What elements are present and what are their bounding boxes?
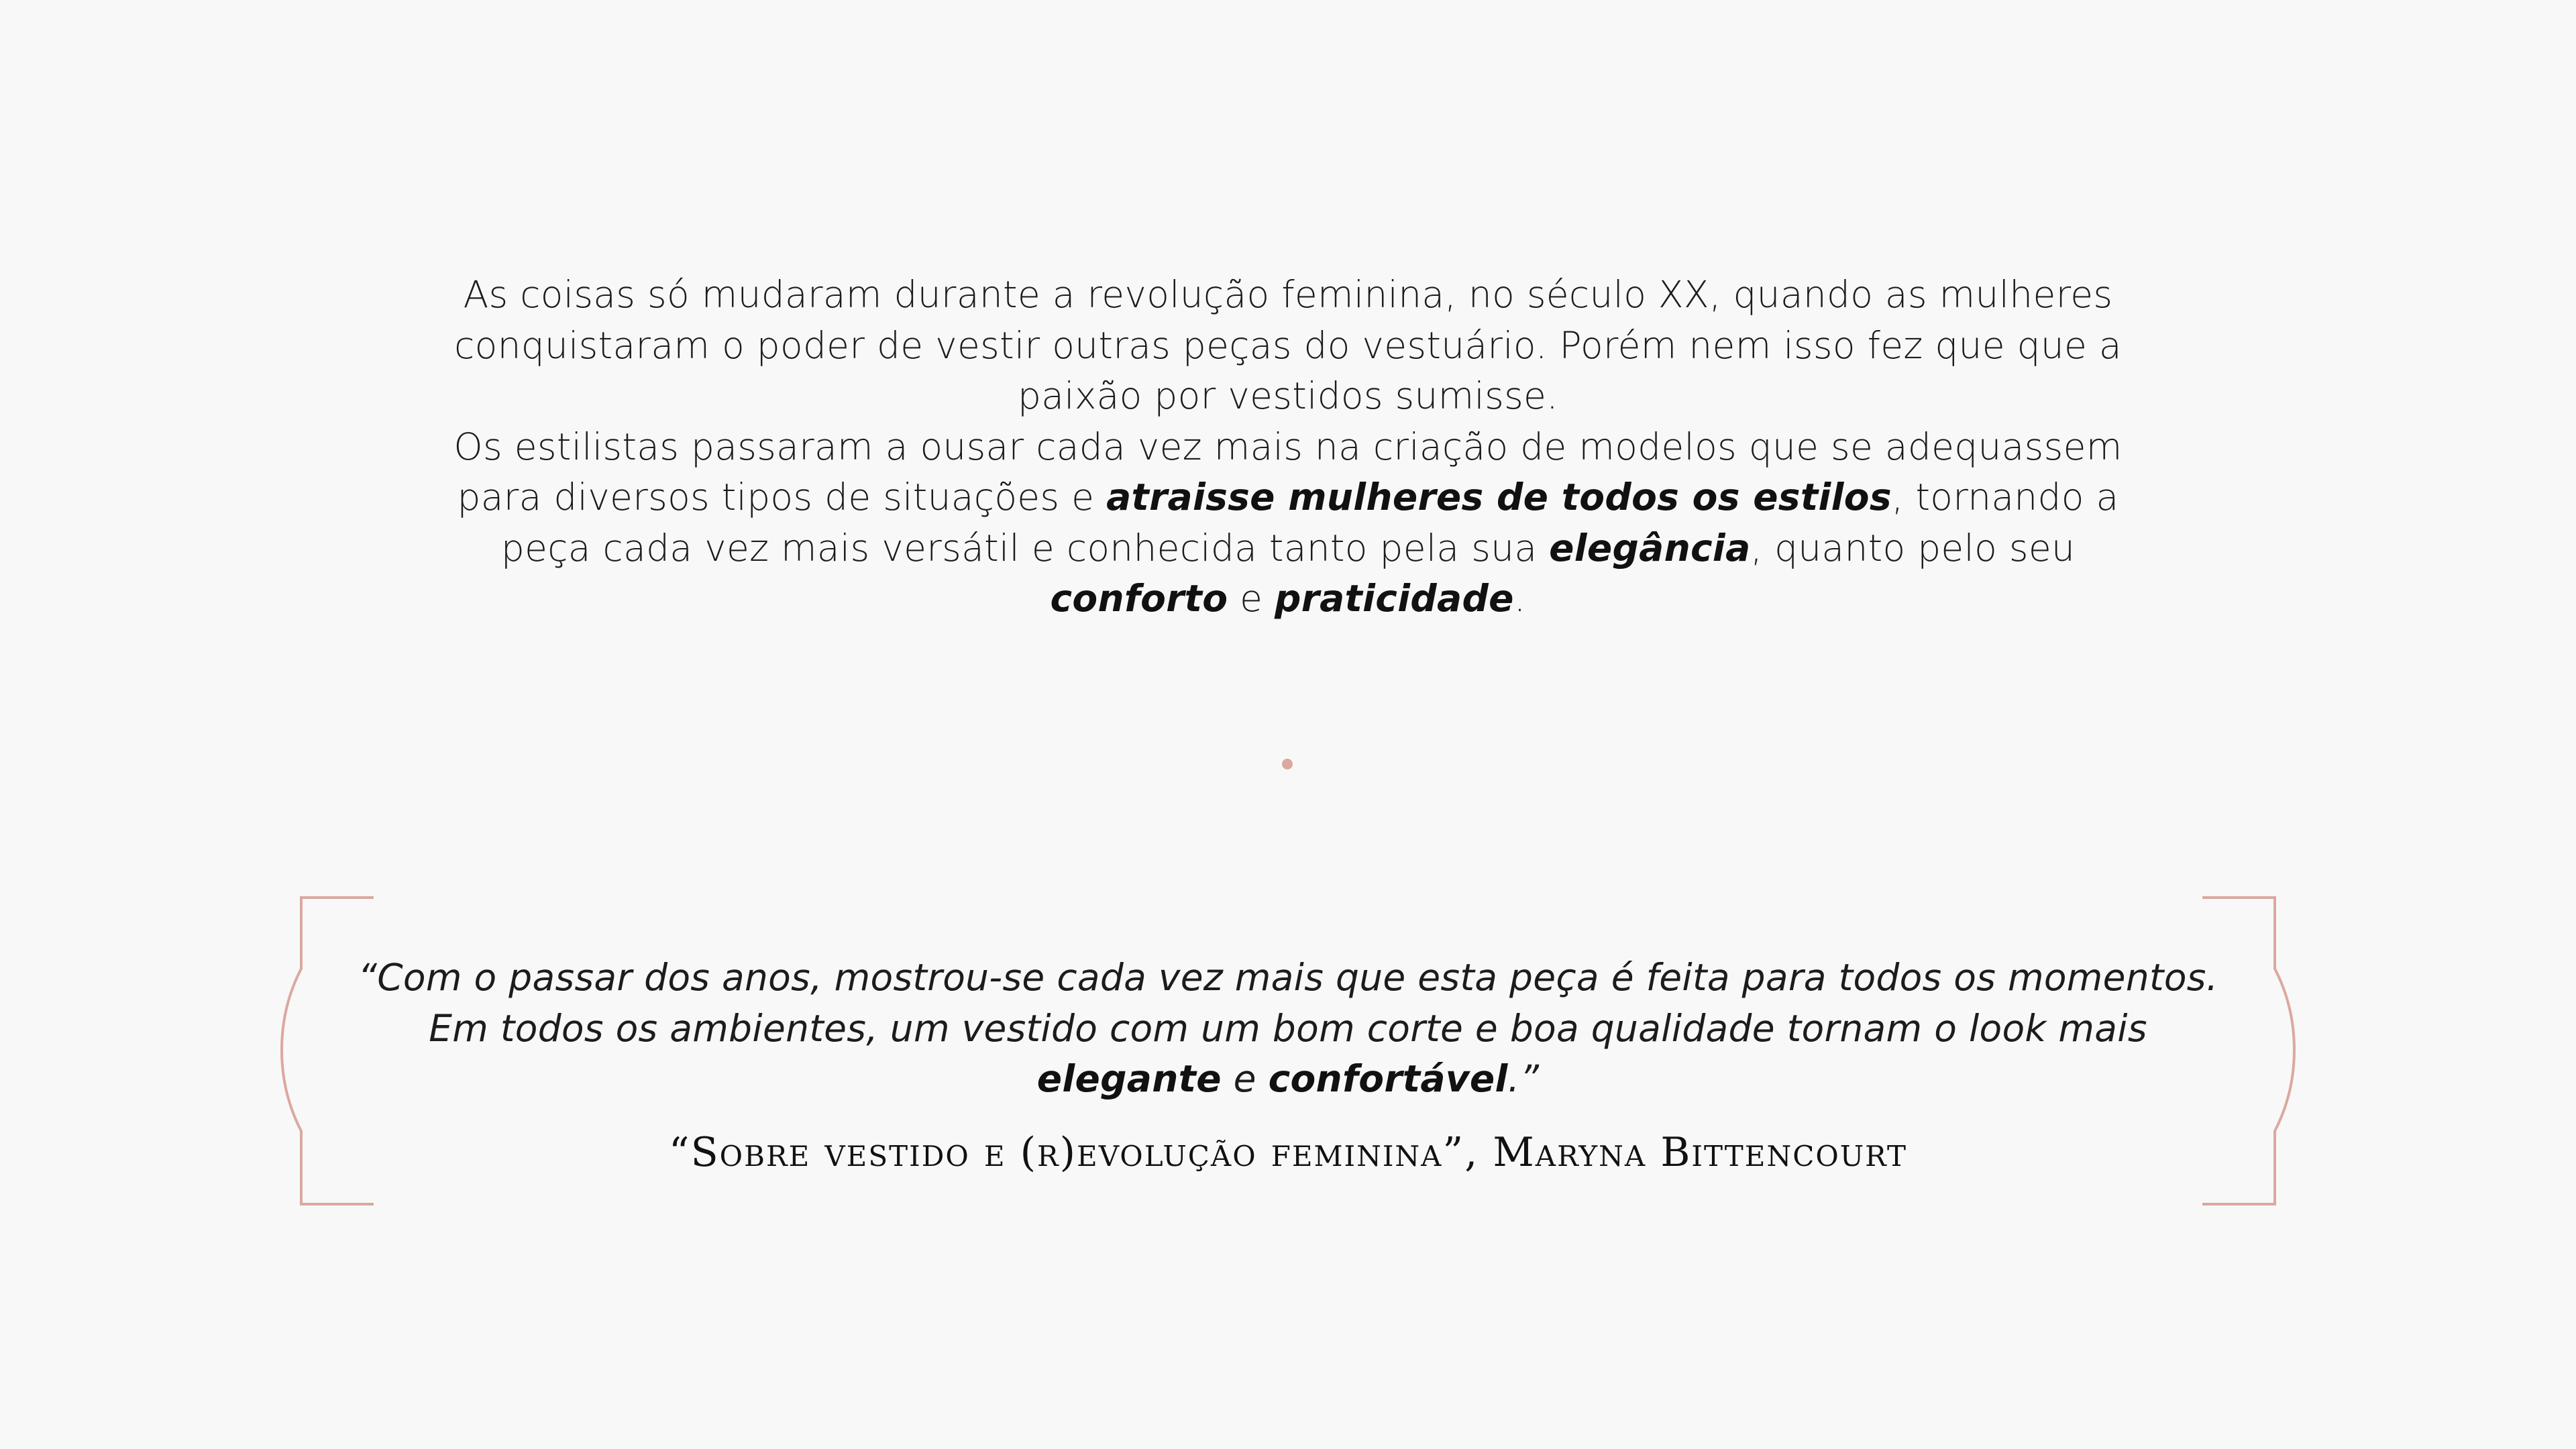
quote-part-a: “Com o passar dos anos, mostrou-se cada vez mais que esta peça é feita para todos os momentos. Em todos os ambientes, um vestido com um bom corte e boa qualidade tornam o look mais <box>358 956 2218 1050</box>
paragraph-2-part-e: . <box>1513 577 1526 620</box>
quote-citation: “Sobre vestido e (r)evolução feminina”, Maryna Bittencourt <box>668 1129 1908 1176</box>
emphasis-elegancia: elegância <box>1549 526 1751 570</box>
quote-text <box>349 953 2227 1105</box>
quote-part-b: e <box>1221 1057 1269 1100</box>
paragraph-2-part-d: e <box>1228 577 1275 620</box>
paragraph-2-part-a: Os estilistas passaram a ousar cada vez mais na criação de modelos que se adequassem para diversos tipos de situações e <box>453 425 2123 519</box>
quote-part-c: .” <box>1507 1057 1540 1100</box>
paragraph-2-part-c: , quanto pelo seu <box>1750 526 2076 570</box>
emphasis-atraisse: atraisse mulheres de todos os estilos <box>1106 476 1892 519</box>
emphasis-elegante: elegante <box>1036 1057 1222 1100</box>
quote <box>349 953 2227 1105</box>
emphasis-praticidade: praticidade <box>1275 577 1514 620</box>
emphasis-conforto: conforto <box>1050 577 1228 620</box>
paragraph-2-part-b: , tornando a peça cada vez mais versátil e conhecida tanto pela sua <box>500 476 2119 570</box>
emphasis-confortavel: confortável <box>1268 1057 1508 1100</box>
paragraph-1: As coisas só mudaram durante a revolução feminina, no século XX, quando as mulheres conquistaram o poder de vestir outras peças do vestuário. Porém nem isso fez que que a paixão por vestidos sumisse. <box>454 273 2122 417</box>
